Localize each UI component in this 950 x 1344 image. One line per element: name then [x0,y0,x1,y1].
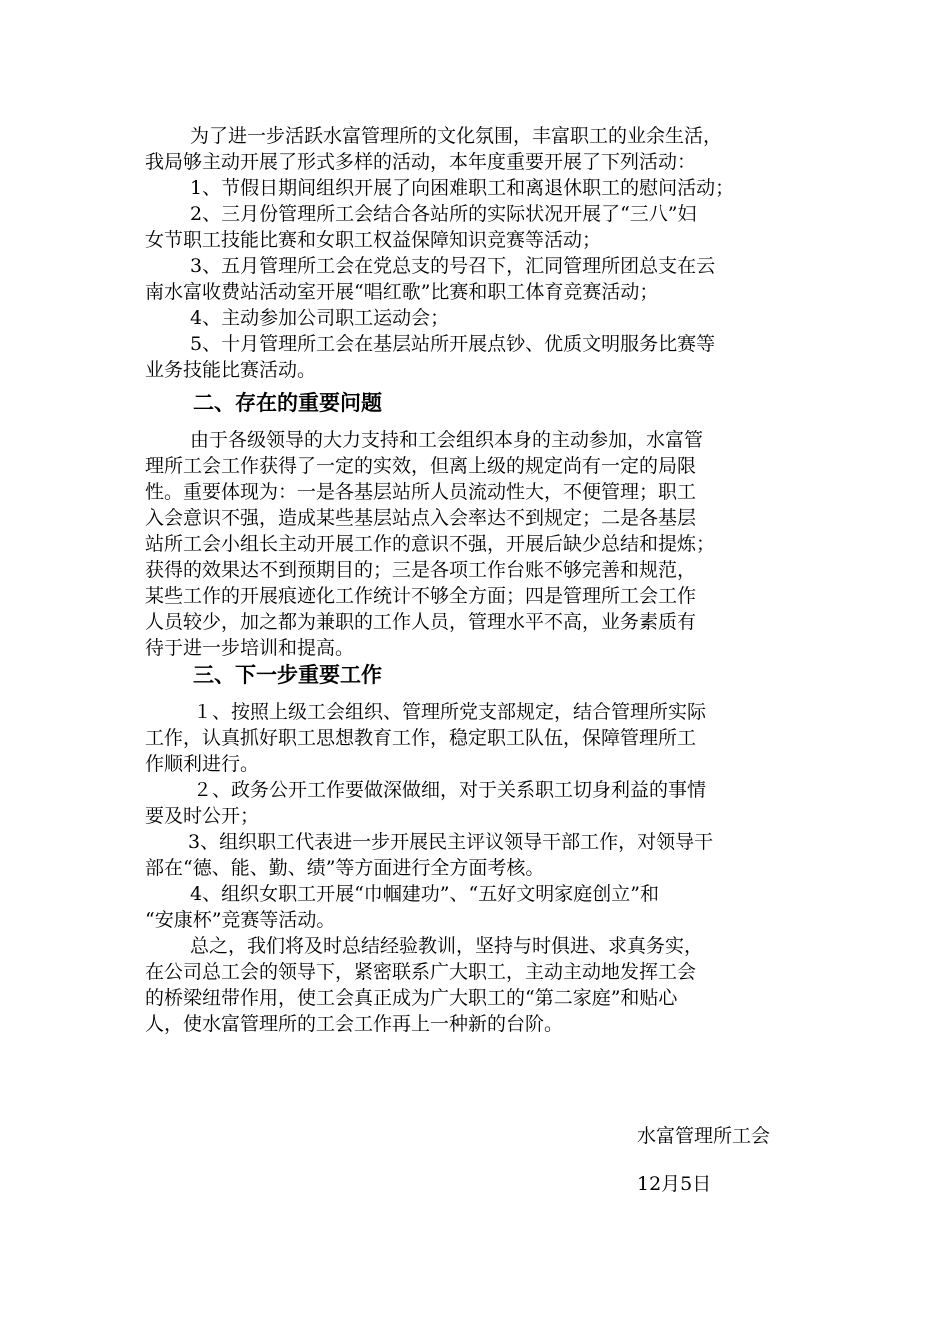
section-heading-problems: 二、存在的重要问题 [193,391,382,415]
activity-item-3-line-1: 3、五月管理所工会在党总支的号召下，汇同管理所团总支在云 [190,255,716,277]
problems-line-9: 待于进一步培训和提高。 [145,637,355,659]
next-item-4-line-1: 4、组织女职工开展“巾帼建功”、“五好文明家庭创立”和 [190,883,659,905]
problems-line-4: 入会意识不强，造成某些基层站点入会率达不到规定；二是各基层 [145,507,697,529]
next-item-1-line-1: １、按照上级工会组织、管理所党支部规定，结合管理所实际 [193,701,707,723]
activity-item-4: 4、主动参加公司职工运动会； [190,307,450,329]
next-item-1-line-2: 工作，认真抓好职工思想教育工作，稳定职工队伍，保障管理所工 [145,727,697,749]
signature-org: 水富管理所工会 [637,1125,771,1147]
problems-line-6: 获得的效果达不到预期目的；三是各项工作台账不够完善和规范， [145,559,697,581]
summary-line-4: 人，使水富管理所的工会工作再上一种新的台阶。 [145,1013,564,1035]
next-item-4-line-2: “安康杯”竞赛等活动。 [145,909,336,931]
activity-item-5-line-2: 业务技能比赛活动。 [145,359,317,381]
activity-item-3-line-2: 南水富收费站活动室开展“唱红歌”比赛和职工体育竞赛活动； [145,281,659,303]
activity-item-2-line-1: 2、三月份管理所工会结合各站所的实际状况开展了“三八”妇 [190,203,697,225]
next-item-2-line-2: 要及时公开； [145,805,260,827]
next-item-3-line-2: 部在“德、能、勤、绩”等方面进行全方面考核。 [145,857,545,879]
next-item-1-line-3: 作顺利进行。 [145,753,260,775]
summary-line-2: 在公司总工会的领导下，紧密联系广大职工，主动主动地发挥工会 [145,961,697,983]
summary-line-3: 的桥梁纽带作用，使工会真正成为广大职工的“第二家庭”和贴心 [145,987,678,1009]
activity-item-2-line-2: 女节职工技能比赛和女职工权益保障知识竞赛等活动； [145,229,602,251]
problems-line-1: 由于各级领导的大力支持和工会组织本身的主动参加，水富管 [190,429,704,451]
problems-line-8: 人员较少，加之都为兼职的工作人员，管理水平不高，业务素质有 [145,611,697,633]
problems-line-3: 性。重要体现为：一是各基层站所人员流动性大，不便管理；职工 [145,481,697,503]
problems-line-5: 站所工会小组长主动开展工作的意识不强，开展后缺少总结和提炼； [145,533,716,555]
problems-line-7: 某些工作的开展痕迹化工作统计不够全方面；四是管理所工会工作 [145,585,697,607]
intro-line-2: 我局够主动开展了形式多样的活动，本年度重要开展了下列活动： [145,151,697,173]
signature-date: 12月5日 [637,1173,712,1195]
intro-line-1: 为了进一步活跃水富管理所的文化氛围，丰富职工的业余生活， [190,125,723,147]
activity-item-1: 1、节假日期间组织开展了向困难职工和离退休职工的慰问活动； [190,177,735,199]
activity-item-5-line-1: 5、十月管理所工会在基层站所开展点钞、优质文明服务比赛等 [190,333,716,355]
problems-line-2: 理所工会工作获得了一定的实效，但离上级的规定尚有一定的局限 [145,455,697,477]
summary-line-1: 总之，我们将及时总结经验教训，坚持与时俱进、求真务实， [190,935,704,957]
next-item-2-line-1: ２、政务公开工作要做深做细，对于关系职工切身利益的事情 [193,779,707,801]
section-heading-next-steps: 三、下一步重要工作 [193,663,382,687]
next-item-3-line-1: 3、组织职工代表进一步开展民主评议领导干部工作，对领导干 [188,831,714,853]
